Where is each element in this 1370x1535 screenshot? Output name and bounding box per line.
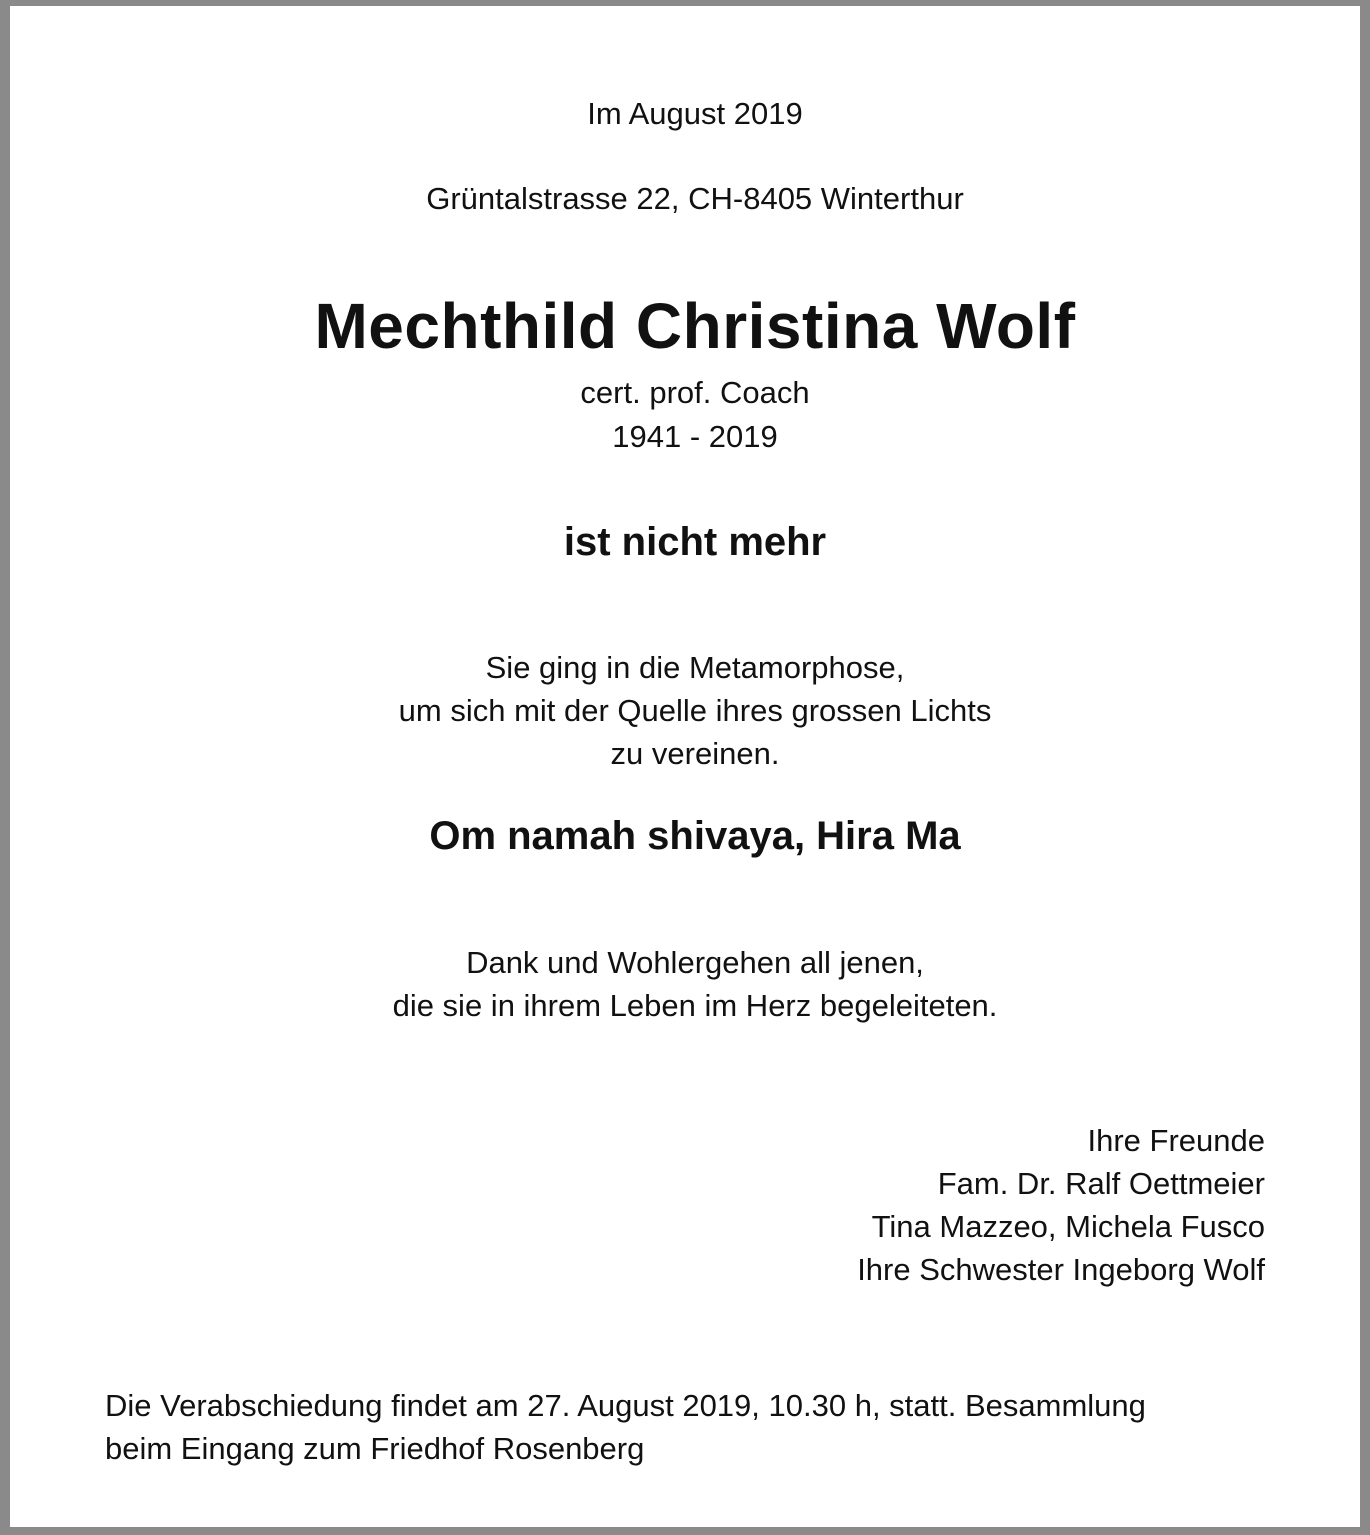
verse-line: Sie ging in die Metamorphose, bbox=[485, 650, 905, 685]
verse-line: zu vereinen. bbox=[610, 736, 780, 771]
mantra: Om namah shivaya, Hira Ma bbox=[429, 814, 961, 858]
signer-line: Tina Mazzeo, Michela Fusco bbox=[871, 1209, 1265, 1244]
deceased-role: cert. prof. Coach bbox=[580, 375, 810, 410]
life-years: 1941 - 2019 bbox=[612, 419, 778, 454]
thanks-block bbox=[10, 941, 1370, 1027]
announcement-month: Im August 2019 bbox=[587, 96, 803, 131]
signer-line: Fam. Dr. Ralf Oettmeier bbox=[937, 1166, 1265, 1201]
passing-phrase: ist nicht mehr bbox=[563, 520, 827, 564]
address-line: Grüntalstrasse 22, CH-8405 Winterthur bbox=[426, 181, 964, 216]
service-notice bbox=[105, 1384, 1295, 1470]
signer-line: Ihre Freunde bbox=[1087, 1123, 1265, 1158]
thanks-line: die sie in ihrem Leben im Herz begeleiteten. bbox=[392, 988, 998, 1023]
deceased-name: Mechthild Christina Wolf bbox=[314, 290, 1076, 362]
signer-line: Ihre Schwester Ingeborg Wolf bbox=[857, 1252, 1265, 1287]
service-line: Die Verabschiedung findet am 27. August 2019, 10.30 h, statt. Besammlung bbox=[105, 1388, 1146, 1423]
thanks-line: Dank und Wohlergehen all jenen, bbox=[466, 945, 924, 980]
signers-block bbox=[857, 1119, 1265, 1291]
verse-line: um sich mit der Quelle ihres grossen Lichts bbox=[398, 693, 992, 728]
verse-block bbox=[10, 646, 1370, 775]
service-line: beim Eingang zum Friedhof Rosenberg bbox=[105, 1431, 645, 1466]
